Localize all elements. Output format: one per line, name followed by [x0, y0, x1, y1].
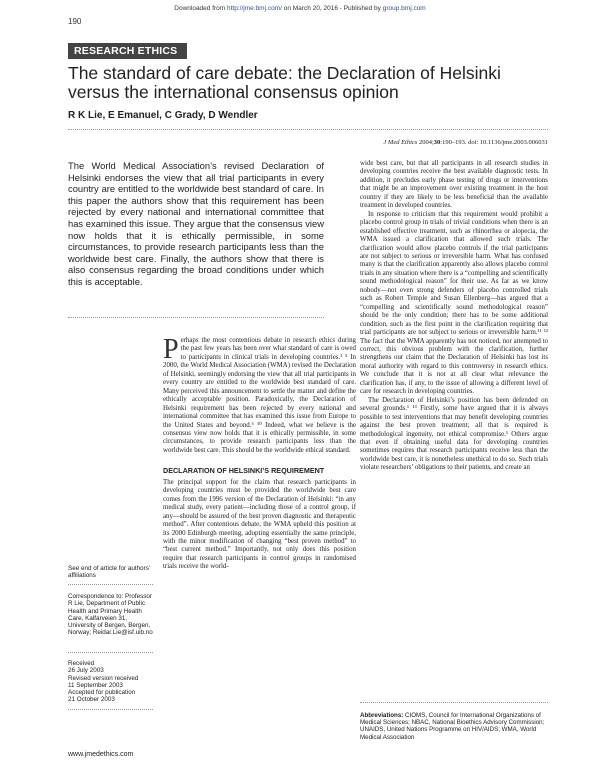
download-prefix: Downloaded from [174, 5, 228, 12]
footer-url: www.jmedethics.com [68, 751, 134, 758]
publisher-link[interactable]: group.bmj.com [382, 5, 426, 12]
sidebar-divider [68, 652, 153, 653]
abbreviations-divider [360, 702, 548, 703]
article-title: The standard of care debate: the Declaration of Helsinki versus the international consensus opinion [68, 63, 501, 102]
author-list: R K Lie, E Emanuel, C Grady, D Wendler [68, 110, 258, 121]
abbreviations-text: CIOMS, Council for International Organizations of Medical Sciences; NBAC, National Bioethics Advisory Commission; UNAIDS, United Nations Programme on HIV/AIDS; WMA, World Medical Association [360, 712, 545, 741]
body-paragraph: The principal support for the claim that research participants in developing countries must be provided the worldwide best care comes from the 1996 version of the Declaration of Helsinki: “in any medical study, every patient—including those of a control group, if any—should be assured of the best proven diagnostic and therapeutic method”. After contentious debate, the WMA upheld this position at its 2000 Edinburgh meeting, adopting essentially the same principle, with the minor modification of changing “best proven method” to “best current method.” Importantly, not only does this position require that research participants in control groups in randomised trials receive the world- [163, 478, 356, 571]
site-link[interactable]: http://jme.bmj.com/ [227, 5, 282, 12]
body-paragraph: The Declaration of Helsinki’s position has been defended on several grounds.¹ ¹³ Firstly, some have argued that it is always possible to test interventions that may benefit developing countries against the best proven treatment; all that is required is methodological ingenuity, not ethical compromise.¹ Others argue that even if obtaining useful data for developing countries sometimes requires that research participants receive less than the worldwide best care, it is nonetheless unethical to do so. Such trials violate researchers’ obligations to their patients, and create an [360, 396, 548, 472]
abstract-divider [68, 317, 324, 318]
received-date: 26 July 2003 [68, 667, 104, 675]
accepted-label: Accepted for publication [68, 689, 136, 697]
sidebar-divider [68, 584, 153, 585]
page-number: 190 [68, 17, 82, 26]
download-middle: on March 20, 2016 - Published by [281, 5, 383, 12]
abbreviations-label: Abbreviations: [360, 712, 404, 719]
body-column-left [163, 334, 356, 572]
revised-label: Revised version received [68, 674, 139, 682]
drop-cap: P [163, 334, 179, 365]
body-paragraph: In response to criticism that this requirement would prohibit a placebo control group in trials of trivial conditions when there is an established effective treatment, such as rhinorrhea or alopecia, the WMA issued a clarification that allowed such trials. The clarification would allow placebo controls if the trial participants are not subject to serious or irreversible harm. What has confused many is that the clarification apparently also allows placebo control trials in any situation where there is a “compelling and scientifically sound methodological reason” for their use. As far as we know nobody—not even strong defenders of placebo controlled trials such as Robert Temple and Susan Ellenberg—has argued that a “compelling and scientifically sound methodological reason” should be the only condition; there has to be some additional condition, such as the first point in the clarification requiring that trial participants are not subject to serious or irreversible harm.¹¹ ¹² The fact that the WMA apparently has not noticed, nor attempted to correct, this obvious problem with the clarification, further strengthens our claim that the Declaration of Helsinki has lost its moral authority with regard to this controversy in research ethics. We conclude that it is not at all clear what relevance the clarification has, if any, to the issue of allowing a different level of care for research in developing countries. [360, 210, 548, 396]
sidebar-divider [68, 709, 153, 710]
journal-name: J Med Ethics [383, 139, 418, 146]
intro-text: erhaps the most contentious debate in research ethics during the past few years has been over what standard of care is owed to participants in clinical trials in developing countries.¹ ⁵ In 2000, the World Medical Association (WMA) revised the Declaration of Helsinki, seemingly endorsing the view that all trial participants in every country are entitled to the worldwide best standard of care. Many perceived this announcement to settle the matter and define the ethically acceptable position. Paradoxically, the Declaration of Helsinki requirement has been rejected by every national and international committee that has examined this issue from Europe to the United States and beyond.⁶ ¹⁰ Indeed, what we believe is the consensus view now holds that it is ethically permissible, in some circumstances, to provide research participants less than the worldwide best care. This should be the worldwide ethical standard. [163, 337, 356, 454]
journal-volume: 30 [433, 139, 441, 146]
abbreviations [360, 712, 548, 741]
see-end-note: See end of article for authors’ affiliations [68, 565, 151, 580]
abstract: The World Medical Association’s revised Declaration of Helsinki endorses the view that all trial participants in every country are entitled to the worldwide best standard of care. In this paper the authors show that this requirement has been rejected by every national and international committee that has examined this issue. They argue that the consensus view now holds that it is ethically permissible, in some circumstances, to provide research participants less than the worldwide best care. Finally, the authors show that there is also consensus regarding the broad conditions under which this is acceptable. [68, 160, 324, 287]
intro-paragraph [163, 334, 356, 455]
journal-year: 2004; [417, 139, 434, 146]
journal-reference [383, 139, 548, 146]
authors-divider [68, 129, 548, 130]
accepted-date: 21 October 2003 [68, 696, 115, 704]
correspondence-note: Correspondence to: Professor R Lie, Department of Public Health and Primary Health Care, Kalfarveien 31, University of Bergen, Bergen, Norway; Reidar.Lie@isf.uib.no [68, 593, 153, 637]
section-heading: DECLARATION OF HELSINKI’S REQUIREMENT [163, 466, 325, 476]
received-label: Received [68, 660, 95, 667]
body-paragraph: wide best care, but that all participants in all research studies in developing countries receive the best available diagnostic tests. In addition, it precludes early phase testing of drugs or interventions that might be an improvement over existing treatment in the host country if they are likely to be less beneficial than the available treatment in developed countries. [360, 160, 548, 210]
dates-note [68, 660, 153, 704]
section-label: RESEARCH ETHICS [68, 43, 187, 59]
body-column-right [360, 160, 548, 473]
download-banner [0, 5, 600, 12]
journal-pages-doi: :190–193. doi: 10.1136/jme.2003.006031 [440, 139, 548, 146]
revised-date: 11 September 2003 [68, 681, 123, 689]
